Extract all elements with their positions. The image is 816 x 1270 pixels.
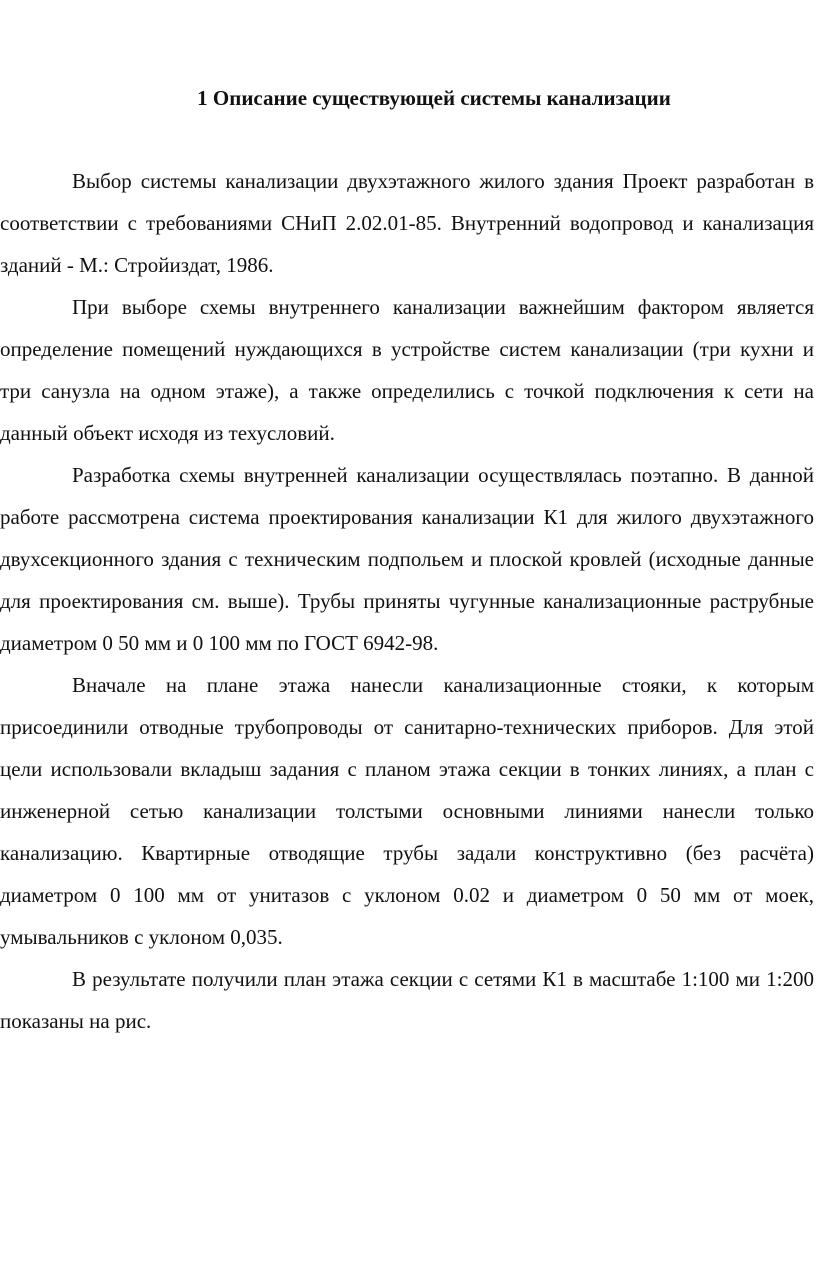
paragraph-scheme-development: Разработка схемы внутренней канализации осуществлялась поэтапно. В данной работе рассмотрена система проектирования канализации К1 для жилого двухэтажного двухсекционного здания с техническим подпольем и плоской кровлей (исходные данные для проектирования см. выше). Трубы приняты чугунные канализационные раструбные диаметром 0 50 мм и 0 100 мм по ГОСТ 6942-98. [0,463,814,655]
document-body [0,160,816,1042]
paragraph-result: В результате получили план этажа секции с сетями К1 в масштабе 1:100 ми 1:200 показаны на рис. [0,967,814,1033]
section-title: 1 Описание существующей системы канализации [197,86,671,110]
paragraph-floor-plan: Вначале на плане этажа нанесли канализационные стояки, к которым присоединили отводные трубопроводы от санитарно-технических приборов. Для этой цели использовали вкладыш задания с планом этажа секции в тонких линиях, а план с инженерной сетью канализации толстыми основными линиями нанесли только канализацию. Квартирные отводящие трубы задали конструктивно (без расчёта) диаметром 0 100 мм от унитазов с уклоном 0.02 и диаметром 0 50 мм от моек, умывальников с уклоном 0,035. [0,673,814,949]
paragraph-scheme-selection: При выборе схемы внутреннего канализации важнейшим фактором является определение помещений нуждающихся в устройстве систем канализации (три кухни и три санузла на одном этаже), а также определились с точкой подключения к сети на данный объект исходя из техусловий. [0,295,814,445]
paragraph-system-choice: Выбор системы канализации двухэтажного жилого здания Проект разработан в соответствии с требованиями СНиП 2.02.01-85. Внутренний водопровод и канализация зданий - М.: Стройиздат, 1986. [0,169,814,277]
